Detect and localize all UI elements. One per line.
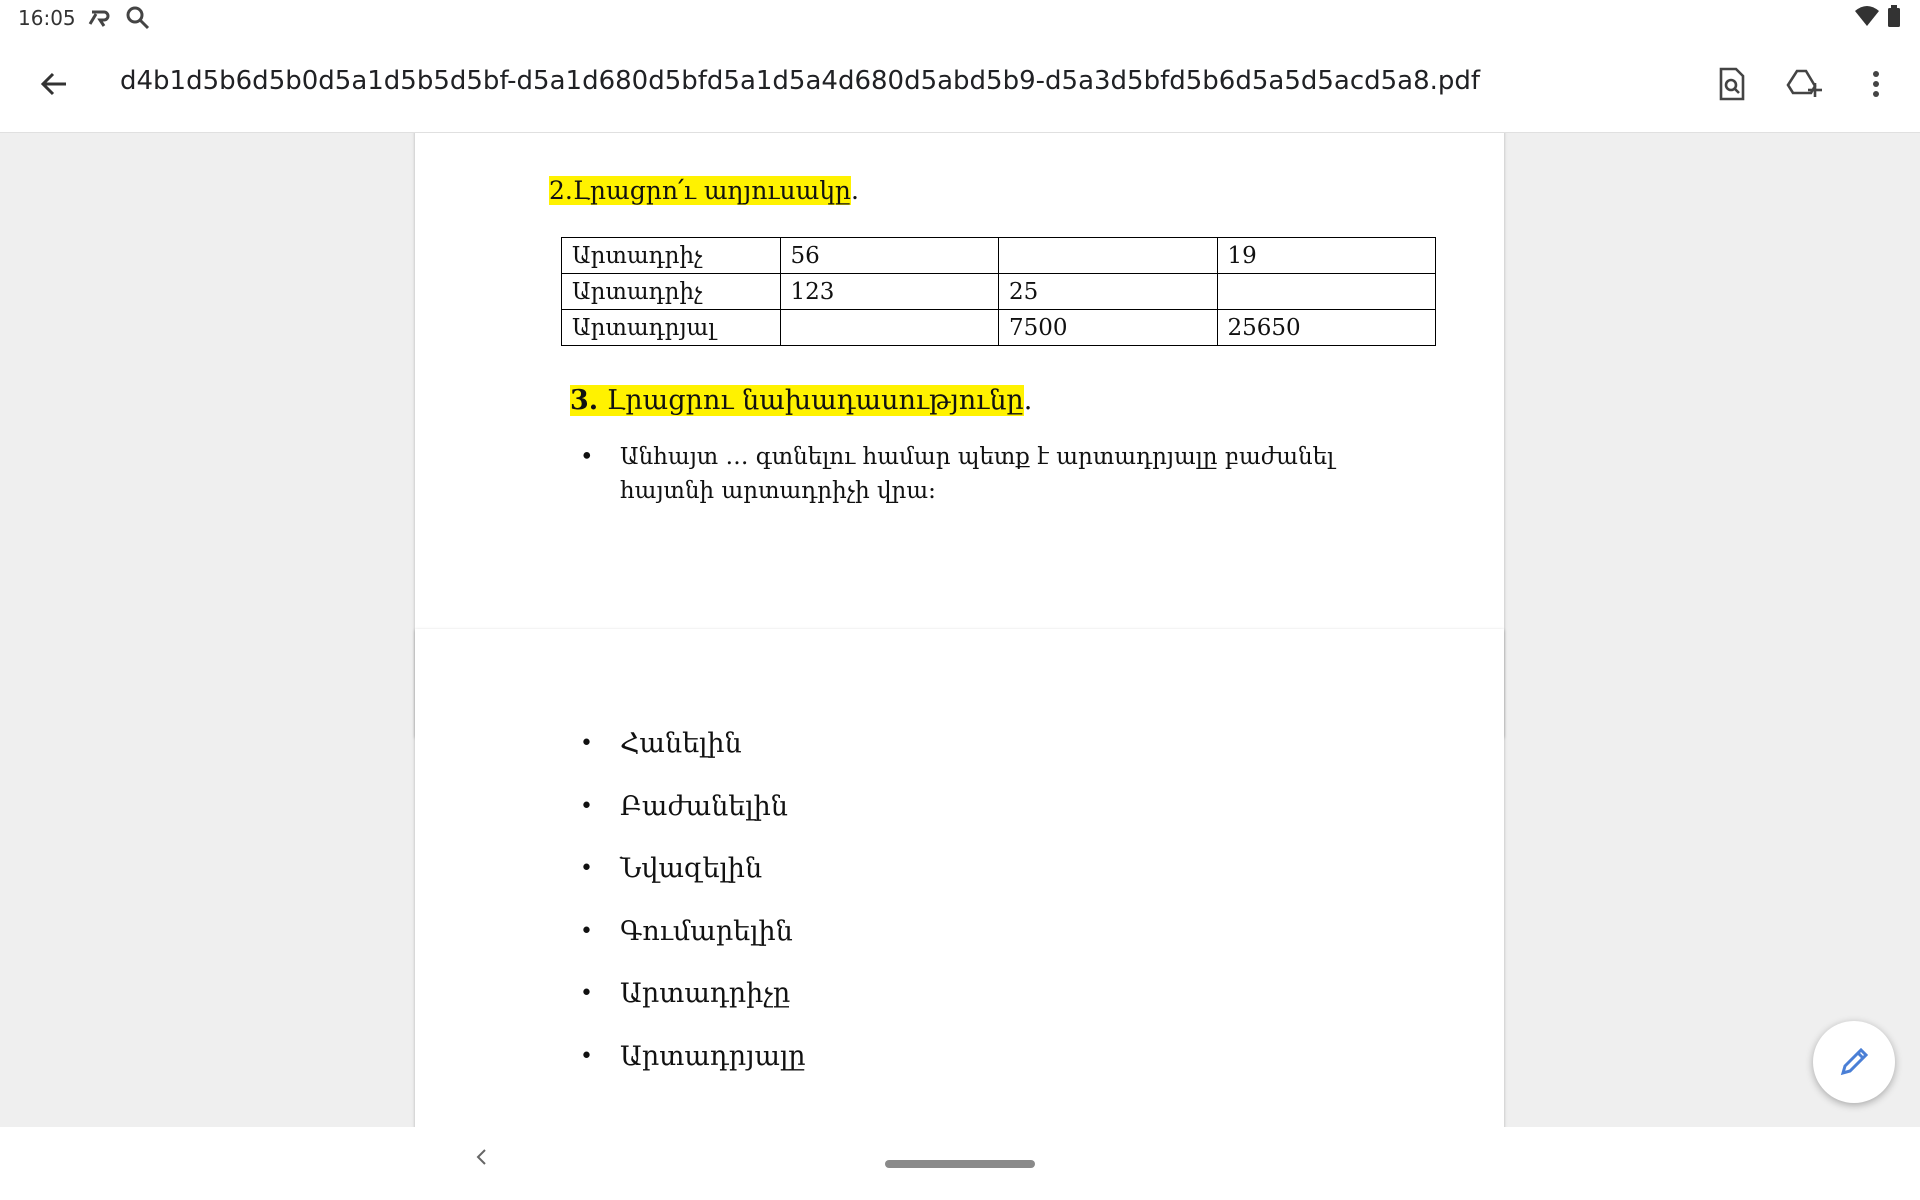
- table-cell: [780, 310, 999, 346]
- app-bar: [0, 36, 1920, 133]
- sentence-line-2: հայտնի արտադրիչի վրա։: [620, 478, 936, 504]
- table-cell: 7500: [999, 310, 1218, 346]
- arrow-back-icon: [39, 69, 69, 99]
- table-cell: [1217, 274, 1436, 310]
- answer-options-list: [580, 724, 806, 1099]
- pdf-page-2: [415, 629, 1504, 1127]
- bullet-marker: •: [580, 793, 593, 819]
- table-row: [562, 274, 1436, 310]
- option-label: Հանելին: [620, 728, 742, 759]
- table-cell: 123: [780, 274, 999, 310]
- bullet-marker: •: [580, 918, 593, 944]
- table-cell: 25: [999, 274, 1218, 310]
- option-label: Արտադրյալը: [620, 1040, 806, 1072]
- table-cell: Արտադրիչ: [562, 238, 781, 274]
- document-title: d4b1d5b6d5b0d5a1d5b5d5bf-d5a1d680d5bfd5a1d5a4d680d5abd5b9-d5a3d5bfd5b6d5a5d5acd5a8.pdf: [120, 66, 1481, 96]
- status-time: 16:05: [18, 6, 76, 30]
- find-in-document-button[interactable]: [1708, 60, 1756, 108]
- add-to-drive-icon: [1786, 69, 1822, 99]
- list-item: [580, 724, 806, 787]
- bullet-marker: •: [580, 856, 593, 881]
- add-to-drive-button[interactable]: [1780, 60, 1828, 108]
- back-button[interactable]: [30, 60, 78, 108]
- bullet-marker: •: [580, 444, 594, 470]
- list-item: [580, 974, 806, 1037]
- sentence-line-1: Անհայտ … գտնելու համար պետք է արտադրյալը բաժանել: [620, 444, 1335, 470]
- table-cell: 25650: [1217, 310, 1436, 346]
- task3-title-text: Լրացրու նախադասությունը: [598, 385, 1024, 416]
- table-cell: [999, 238, 1218, 274]
- bullet-marker: •: [580, 1043, 593, 1069]
- task2-title-trailing: .: [850, 176, 859, 205]
- search-icon: [124, 4, 152, 32]
- bullet-marker: •: [580, 981, 593, 1006]
- table-row: [562, 310, 1436, 346]
- find-in-document-icon: [1717, 67, 1747, 101]
- list-item: [580, 1037, 806, 1100]
- wifi-icon: [1854, 5, 1880, 31]
- more-vert-icon: [1872, 70, 1880, 98]
- task3-title: [570, 385, 1032, 416]
- task3-sentence: [580, 440, 1380, 508]
- status-bar: [0, 0, 1920, 36]
- system-nav-bar: [0, 1127, 1920, 1200]
- table-cell: Արտադրյալ: [562, 310, 781, 346]
- list-item: [580, 849, 806, 912]
- table-cell: Արտադրիչ: [562, 274, 781, 310]
- task2-title: [549, 176, 859, 205]
- edit-pencil-icon: [1837, 1045, 1871, 1079]
- option-label: Նվազելին: [620, 853, 763, 884]
- bullet-marker: •: [580, 731, 593, 756]
- table-row: [562, 238, 1436, 274]
- option-label: Բաժանելին: [620, 790, 788, 822]
- task3-title-highlight: [570, 385, 1024, 416]
- battery-icon: [1888, 5, 1900, 31]
- task3-number: 3.: [570, 385, 599, 416]
- table-cell: 19: [1217, 238, 1436, 274]
- table-cell: 56: [780, 238, 999, 274]
- task3-title-trailing: .: [1023, 385, 1033, 416]
- more-options-button[interactable]: [1852, 60, 1900, 108]
- chevron-left-icon: [474, 1147, 490, 1167]
- list-item: [580, 787, 806, 850]
- pdf-viewer[interactable]: [0, 133, 1920, 1127]
- home-gesture-handle[interactable]: [885, 1160, 1035, 1168]
- task2-title-highlight: 2.Լրացրո՛ւ աղյուսակը: [549, 176, 851, 205]
- option-label: Գումարելին: [620, 915, 793, 947]
- edit-fab-button[interactable]: [1813, 1021, 1895, 1103]
- nav-back-button[interactable]: [466, 1141, 498, 1173]
- list-item: [580, 912, 806, 975]
- multiplication-table: [561, 237, 1436, 346]
- vpn-key-icon: [86, 4, 114, 32]
- option-label: Արտադրիչը: [620, 978, 791, 1009]
